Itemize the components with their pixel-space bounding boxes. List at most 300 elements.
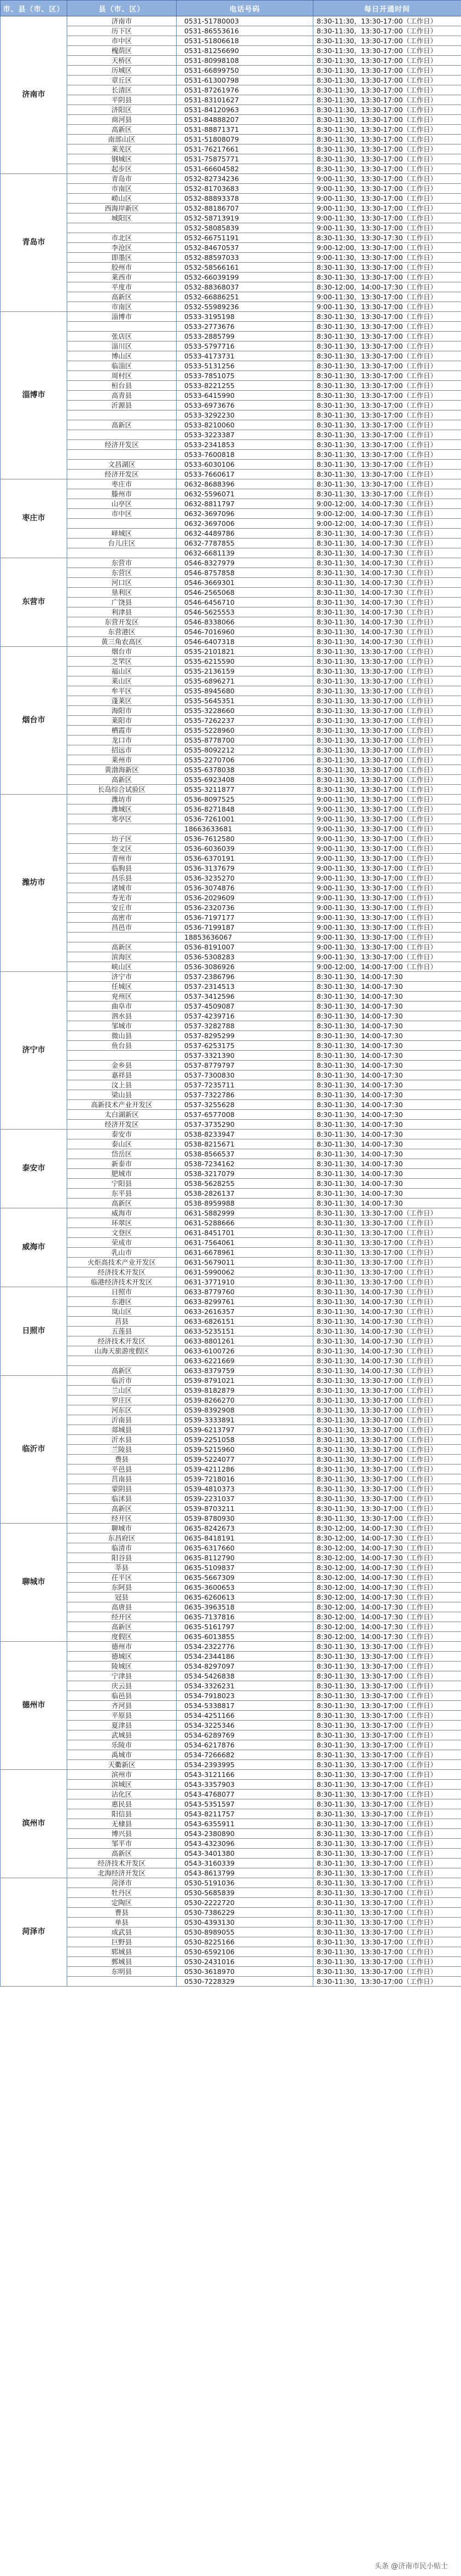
district-cell: 莒县 xyxy=(67,1317,177,1327)
phone-cell: 0535-6896271 xyxy=(177,676,313,686)
district-cell: 平阴县 xyxy=(67,95,177,105)
district-cell: 岚山区 xyxy=(67,1307,177,1317)
hours-cell: 9:00-11:30，13:30-17:00（工作日） xyxy=(313,903,461,913)
district-cell: 蓬莱区 xyxy=(67,696,177,706)
table-row xyxy=(1,1642,461,1652)
district-cell: 河东区 xyxy=(67,1405,177,1415)
phone-cell: 0546-7016960 xyxy=(177,627,313,637)
hours-cell: 9:00-11:30，13:30-17:00（工作日） xyxy=(313,834,461,844)
district-cell: 齐河县 xyxy=(67,1701,177,1711)
table-row xyxy=(1,1346,461,1356)
table-row xyxy=(1,1455,461,1464)
hours-cell: 9:00-11:30，13:30-17:00（工作日） xyxy=(313,804,461,814)
hours-cell: 8:30-11:30，13:30-17:00（工作日） xyxy=(313,1218,461,1228)
phone-cell: 0633-8801261 xyxy=(177,1336,313,1346)
table-row xyxy=(1,1317,461,1327)
phone-cell: 0631-5679011 xyxy=(177,1258,313,1267)
phone-cell: 0539-2251058 xyxy=(177,1435,313,1445)
phone-cell: 0533-7600818 xyxy=(177,450,313,460)
district-cell xyxy=(67,430,177,440)
hours-cell: 8:30-11:30，14:00-17:30（工作日） xyxy=(313,1287,461,1297)
phone-cell: 0635-6013855 xyxy=(177,1632,313,1642)
table-row xyxy=(1,529,461,539)
phone-cell: 0535-3228660 xyxy=(177,706,313,716)
table-row xyxy=(1,933,461,942)
phone-cell: 0536-3137679 xyxy=(177,864,313,873)
hours-cell: 8:30-11:30，13:30-17:00（工作日） xyxy=(313,716,461,726)
phone-cell: 0530-5191036 xyxy=(177,1878,313,1888)
table-row xyxy=(1,332,461,341)
district-cell: 寒亭区 xyxy=(67,814,177,824)
district-cell: 罗庄区 xyxy=(67,1396,177,1405)
district-cell: 沂水县 xyxy=(67,1435,177,1445)
table-row xyxy=(1,1139,461,1149)
district-cell: 经济技术开发区 xyxy=(67,1859,177,1868)
hours-cell: 8:30-11:30，13:30-17:00（工作日） xyxy=(313,1918,461,1927)
district-cell: 安丘市 xyxy=(67,903,177,913)
district-cell: 临港经济技术开发区 xyxy=(67,1277,177,1287)
phone-cell: 0631-5990062 xyxy=(177,1267,313,1277)
district-cell: 长岛综合试验区 xyxy=(67,785,177,795)
city-cell: 威海市 xyxy=(1,1208,67,1287)
phone-cell: 0531-51780003 xyxy=(177,16,313,26)
table-row xyxy=(1,263,461,273)
phone-cell: 0635-8418191 xyxy=(177,1533,313,1543)
district-cell: 烟台市 xyxy=(67,647,177,657)
table-row xyxy=(1,844,461,854)
phone-cell: 0533-8210060 xyxy=(177,420,313,430)
district-cell: 坊子区 xyxy=(67,834,177,844)
hours-cell: 8:30-11:30，13:30-17:00（工作日） xyxy=(313,1790,461,1799)
table-row xyxy=(1,154,461,164)
phone-cell: 0535-2136159 xyxy=(177,667,313,676)
phone-cell: 0631-6678961 xyxy=(177,1248,313,1258)
hours-cell: 8:30-11:30，14:00-17:30（工作日） xyxy=(313,539,461,548)
table-row xyxy=(1,499,461,509)
city-cell: 德州市 xyxy=(1,1642,67,1770)
hours-cell: 8:30-11:30，13:30-17:00（工作日） xyxy=(313,1740,461,1750)
district-cell: 德城区 xyxy=(67,1652,177,1662)
table-row xyxy=(1,282,461,292)
district-cell: 金乡县 xyxy=(67,1061,177,1070)
phone-cell: 0533-5797716 xyxy=(177,341,313,351)
phone-cell: 0539-8703211 xyxy=(177,1504,313,1514)
district-cell xyxy=(67,519,177,529)
table-row xyxy=(1,1760,461,1770)
table-row xyxy=(1,607,461,617)
table-row xyxy=(1,1228,461,1238)
phone-cell: 0539-8266270 xyxy=(177,1396,313,1405)
district-cell: 临淄区 xyxy=(67,361,177,371)
phone-cell: 0633-8299761 xyxy=(177,1297,313,1307)
district-cell: 乳山市 xyxy=(67,1248,177,1258)
phone-cell: 0531-76217661 xyxy=(177,144,313,154)
phone-cell: 0533-3223387 xyxy=(177,430,313,440)
district-cell: 定陶区 xyxy=(67,1898,177,1908)
hours-cell: 8:30-11:30，13:30-17:00（工作日） xyxy=(313,1514,461,1524)
hours-cell: 8:30-11:30，13:30-17:00（工作日） xyxy=(313,775,461,785)
table-row xyxy=(1,1553,461,1563)
table-row xyxy=(1,341,461,351)
district-cell: 经开区 xyxy=(67,1612,177,1622)
table-row xyxy=(1,115,461,125)
district-cell: 经开区 xyxy=(67,1514,177,1524)
district-cell: 枣庄市 xyxy=(67,479,177,489)
hours-cell: 8:30-11:30，13:30-17:00（工作日） xyxy=(313,1809,461,1819)
hours-cell: 8:30-12:00，14:00-17:30（工作日） xyxy=(313,1553,461,1563)
district-cell: 微山县 xyxy=(67,1031,177,1041)
table-row xyxy=(1,923,461,933)
district-cell: 日照市 xyxy=(67,1287,177,1297)
district-cell: 泗水县 xyxy=(67,1011,177,1021)
district-cell: 茌平区 xyxy=(67,1573,177,1583)
table-row xyxy=(1,213,461,223)
hours-cell: 8:30-11:30，14:00-17:30（工作日） xyxy=(313,637,461,647)
phone-cell: 0635-8112790 xyxy=(177,1553,313,1563)
phone-cell: 0631-5882999 xyxy=(177,1208,313,1218)
table-row xyxy=(1,253,461,263)
hours-cell: 8:30-11:30，13:30-17:00（工作日） xyxy=(313,1267,461,1277)
district-cell: 菏泽市 xyxy=(67,1878,177,1888)
hours-cell: 8:30-11:30，13:30-17:00（工作日） xyxy=(313,1445,461,1455)
hours-cell: 8:30-11:30，13:30-17:00（工作日） xyxy=(313,135,461,144)
hours-cell: 8:30-11:30，13:30-17:00（工作日） xyxy=(313,706,461,716)
hours-cell: 9:00-11:30，13:30-17:00（工作日） xyxy=(313,814,461,824)
district-cell: 荣成市 xyxy=(67,1238,177,1248)
phone-cell: 0538-2826137 xyxy=(177,1189,313,1199)
table-row xyxy=(1,1425,461,1435)
table-row xyxy=(1,1474,461,1484)
district-cell: 莱阳市 xyxy=(67,716,177,726)
district-cell: 东阿县 xyxy=(67,1583,177,1593)
phone-cell: 0535-8092212 xyxy=(177,745,313,755)
hours-cell: 9:00-11:30，13:30-17:00（工作日） xyxy=(313,844,461,854)
district-cell: 东平县 xyxy=(67,1189,177,1199)
phone-cell: 0535-8945680 xyxy=(177,686,313,696)
phone-cell: 0543-5351597 xyxy=(177,1799,313,1809)
table-row xyxy=(1,302,461,312)
phone-cell: 0633-6221669 xyxy=(177,1356,313,1366)
phone-cell: 0546-6456710 xyxy=(177,598,313,607)
table-row xyxy=(1,617,461,627)
phone-cell: 0546-5625553 xyxy=(177,607,313,617)
table-row xyxy=(1,1031,461,1041)
phone-cell: 0531-84888207 xyxy=(177,115,313,125)
phone-cell: 0537-4509087 xyxy=(177,1002,313,1011)
phone-cell: 0533-2885799 xyxy=(177,332,313,341)
phone-cell: 0535-5228960 xyxy=(177,726,313,736)
table-row xyxy=(1,824,461,834)
hours-cell: 8:30-11:30，13:30-17:00（工作日） xyxy=(313,470,461,479)
phone-cell: 0532-55989236 xyxy=(177,302,313,312)
phone-cell: 0530-4393130 xyxy=(177,1918,313,1927)
phone-cell: 0531-66604582 xyxy=(177,164,313,174)
header-city: 市、县（市、区） xyxy=(1,1,67,16)
table-row xyxy=(1,1612,461,1622)
hours-cell: 8:30-11:30，13:30-17:00（工作日） xyxy=(313,1376,461,1386)
table-row xyxy=(1,1888,461,1898)
table-row xyxy=(1,864,461,873)
phone-cell: 0537-8779797 xyxy=(177,1061,313,1070)
hours-cell: 8:30-11:30，13:30-17:00（工作日） xyxy=(313,479,461,489)
table-row xyxy=(1,1868,461,1878)
hours-cell: 8:30-11:30，13:30-17:00（工作日） xyxy=(313,667,461,676)
hours-cell: 8:30-11:30，13:30-17:00（工作日） xyxy=(313,745,461,755)
hours-cell: 9:00-11:30，13:30-17:00（工作日） xyxy=(313,213,461,223)
hours-cell: 8:30-11:30，13:30-17:00（工作日） xyxy=(313,1474,461,1484)
table-row xyxy=(1,1809,461,1819)
table-row xyxy=(1,1622,461,1632)
district-cell: 平邑县 xyxy=(67,1464,177,1474)
header-district: 县（市、区） xyxy=(67,1,177,16)
hours-cell: 9:00-11:30，13:30-17:00（工作日） xyxy=(313,223,461,233)
hours-cell: 8:30-12:00，14:00-17:30（工作日） xyxy=(313,1593,461,1602)
table-row xyxy=(1,1652,461,1662)
phone-cell: 0632-6681139 xyxy=(177,548,313,558)
table-row xyxy=(1,1011,461,1021)
district-cell: 博兴县 xyxy=(67,1829,177,1839)
phone-cell: 0533-6415990 xyxy=(177,391,313,401)
district-cell: 东营港区 xyxy=(67,627,177,637)
table-row xyxy=(1,1307,461,1317)
phone-cell: 0530-8225166 xyxy=(177,1937,313,1947)
hours-cell: 8:30-11:30，13:30-17:00（工作日） xyxy=(313,1238,461,1248)
phone-cell: 0631-8451701 xyxy=(177,1228,313,1238)
district-cell: 峄城区 xyxy=(67,529,177,539)
district-cell xyxy=(67,410,177,420)
hours-cell: 9:00-11:30，13:30-17:00（工作日） xyxy=(313,194,461,204)
district-cell: 岱岳区 xyxy=(67,1149,177,1159)
phone-cell: 0632-4489786 xyxy=(177,529,313,539)
hours-cell: 8:30-11:30，13:30-17:00（工作日） xyxy=(313,164,461,174)
district-cell: 商河县 xyxy=(67,115,177,125)
table-row xyxy=(1,785,461,795)
phone-cell: 0534-6289769 xyxy=(177,1730,313,1740)
district-cell: 西海岸新区 xyxy=(67,204,177,213)
hours-cell: 9:00-11:30，13:30-17:00（工作日） xyxy=(313,933,461,942)
hours-cell: 8:30-11:30，13:30-17:00（工作日） xyxy=(313,1455,461,1464)
phone-cell: 0538-8566537 xyxy=(177,1149,313,1159)
district-cell: 济南市 xyxy=(67,16,177,26)
district-cell: 德州市 xyxy=(67,1642,177,1652)
phone-cell: 0532-58085839 xyxy=(177,223,313,233)
table-row xyxy=(1,1041,461,1051)
city-cell: 烟台市 xyxy=(1,647,67,795)
hours-cell: 8:30-11:30，13:30-17:00（工作日） xyxy=(313,26,461,36)
district-cell: 乐陵市 xyxy=(67,1740,177,1750)
table-row xyxy=(1,913,461,923)
district-cell: 莘县 xyxy=(67,1563,177,1573)
table-row xyxy=(1,1632,461,1642)
table-row xyxy=(1,184,461,194)
hours-cell: 8:30-11:30，13:30-17:00（工作日） xyxy=(313,755,461,765)
hours-cell: 9:00-11:30，13:30-17:00（工作日） xyxy=(313,174,461,184)
district-cell: 奎文区 xyxy=(67,844,177,854)
phone-cell: 0633-6826151 xyxy=(177,1317,313,1327)
table-row xyxy=(1,854,461,864)
phone-cell: 0532-88368037 xyxy=(177,282,313,292)
hours-cell: 8:30-11:30，13:30-17:00（工作日） xyxy=(313,1652,461,1662)
table-row xyxy=(1,1711,461,1721)
hours-cell: 9:00-11:30，13:30-17:00（工作日） xyxy=(313,942,461,952)
district-cell: 滕州市 xyxy=(67,489,177,499)
district-cell: 经济开发区 xyxy=(67,440,177,450)
phone-cell: 0537-8295299 xyxy=(177,1031,313,1041)
hours-cell: 8:30-11:30，14:00-17:30 xyxy=(313,1051,461,1061)
district-cell: 兰陵县 xyxy=(67,1445,177,1455)
hours-cell: 8:30-11:30，13:30-17:00（工作日） xyxy=(313,76,461,85)
phone-cell: 0536-3086926 xyxy=(177,962,313,972)
hours-cell: 8:30-11:30，14:00-17:30（工作日） xyxy=(313,548,461,558)
phone-cell: 0534-2344186 xyxy=(177,1652,313,1662)
district-cell: 东昌府区 xyxy=(67,1533,177,1543)
header-hours: 每日开通时间 xyxy=(313,1,461,16)
hours-cell: 8:30-11:30，13:30-17:00（工作日） xyxy=(313,1711,461,1721)
district-cell: 市中区 xyxy=(67,509,177,519)
table-header xyxy=(1,1,461,16)
district-cell: 钢城区 xyxy=(67,154,177,164)
district-cell: 滨城区 xyxy=(67,1780,177,1790)
phone-cell: 0543-4768077 xyxy=(177,1790,313,1799)
phone-cell: 0531-51808079 xyxy=(177,135,313,144)
hours-cell: 8:30-11:30，13:30-17:00（工作日） xyxy=(313,1662,461,1671)
district-cell: 高新区 xyxy=(67,420,177,430)
district-cell: 汶上县 xyxy=(67,1080,177,1090)
phone-cell: 0536-8097525 xyxy=(177,795,313,804)
phone-cell: 0631-7564061 xyxy=(177,1238,313,1248)
phone-cell: 0538-5628255 xyxy=(177,1179,313,1189)
table-row xyxy=(1,804,461,814)
district-cell: 文昌湖区 xyxy=(67,460,177,470)
phone-cell: 0535-8778700 xyxy=(177,736,313,745)
phone-cell: 0635-6317660 xyxy=(177,1543,313,1553)
table-row xyxy=(1,1002,461,1011)
district-cell xyxy=(67,824,177,834)
hours-cell: 8:30-11:30，13:30-17:00（工作日） xyxy=(313,1425,461,1435)
district-cell: 宁阳县 xyxy=(67,1179,177,1189)
district-cell: 聊城市 xyxy=(67,1524,177,1533)
city-cell: 滨州市 xyxy=(1,1770,67,1878)
table-row xyxy=(1,1583,461,1593)
city-cell: 泰安市 xyxy=(1,1130,67,1208)
phone-cell: 0530-7386229 xyxy=(177,1908,313,1918)
table-row xyxy=(1,509,461,519)
table-row xyxy=(1,460,461,470)
table-row xyxy=(1,174,461,184)
table-row xyxy=(1,814,461,824)
hours-cell: 8:30-11:30，14:00-17:30 xyxy=(313,1021,461,1031)
table-row xyxy=(1,1790,461,1799)
table-row xyxy=(1,420,461,430)
district-cell: 天衢新区 xyxy=(67,1760,177,1770)
district-cell: 惠民县 xyxy=(67,1799,177,1809)
hours-cell: 8:30-11:30，13:30-17:00（工作日） xyxy=(313,322,461,332)
phone-cell: 0539-5215960 xyxy=(177,1445,313,1455)
hours-cell: 8:30-11:30，14:00-17:30（工作日） xyxy=(313,1336,461,1346)
district-cell: 临沭县 xyxy=(67,1494,177,1504)
district-cell xyxy=(67,450,177,460)
district-cell: 青州市 xyxy=(67,854,177,864)
table-row xyxy=(1,1218,461,1228)
table-row xyxy=(1,1445,461,1455)
table-row xyxy=(1,775,461,785)
hours-cell: 8:30-11:30，13:30-17:00（工作日） xyxy=(313,1957,461,1967)
phone-cell: 0543-3160339 xyxy=(177,1859,313,1868)
hours-cell: 8:30-11:30，13:30-17:30（工作日） xyxy=(313,233,461,243)
hours-cell: 8:30-11:30，13:30-17:00（工作日） xyxy=(313,16,461,26)
phone-cell: 0538-3217079 xyxy=(177,1169,313,1179)
hours-cell: 8:30-12:00，14:00-17:30（工作日） xyxy=(313,1622,461,1632)
table-row xyxy=(1,1189,461,1199)
phone-cell: 0537-3255628 xyxy=(177,1100,313,1110)
district-cell: 天桥区 xyxy=(67,56,177,66)
district-cell: 莱西市 xyxy=(67,273,177,282)
district-cell: 峡山区 xyxy=(67,962,177,972)
district-cell: 市南区 xyxy=(67,302,177,312)
hours-cell: 8:30-11:30，13:30-17:00（工作日） xyxy=(313,381,461,391)
district-cell: 沂源县 xyxy=(67,401,177,410)
hours-cell: 9:00-11:30，13:30-17:00（工作日） xyxy=(313,253,461,263)
district-cell: 利津县 xyxy=(67,607,177,617)
district-cell: 任城区 xyxy=(67,982,177,992)
district-cell: 邹平市 xyxy=(67,1839,177,1849)
district-cell: 嘉祥县 xyxy=(67,1070,177,1080)
table-row xyxy=(1,36,461,46)
hours-cell: 8:30-11:30，14:00-17:30 xyxy=(313,1120,461,1130)
phone-cell: 0536-8191007 xyxy=(177,942,313,952)
phone-cell: 0531-66899750 xyxy=(177,66,313,76)
phone-cell: 0546-8327979 xyxy=(177,558,313,568)
phone-cell: 0631-3771910 xyxy=(177,1277,313,1287)
hours-cell: 8:30-12:00，14:00-17:30（工作日） xyxy=(313,1602,461,1612)
phone-cell: 0534-5426838 xyxy=(177,1671,313,1681)
table-row xyxy=(1,1799,461,1809)
phone-cell: 0532-58713919 xyxy=(177,213,313,223)
hours-cell: 8:30-11:30，13:30-17:00（工作日） xyxy=(313,1829,461,1839)
phone-cell: 0530-7228329 xyxy=(177,1977,313,1987)
phone-cell: 0543-2380890 xyxy=(177,1829,313,1839)
hours-cell: 9:00-11:30，13:30-17:00（工作日） xyxy=(313,824,461,834)
phone-cell: 0543-3121166 xyxy=(177,1770,313,1780)
table-row xyxy=(1,95,461,105)
hours-cell: 8:30-11:30，14:00-17:30（工作日） xyxy=(313,529,461,539)
hours-cell: 8:30-11:30，13:30-17:00（工作日） xyxy=(313,1691,461,1701)
district-cell: 广饶县 xyxy=(67,598,177,607)
table-row xyxy=(1,598,461,607)
hours-cell: 8:30-11:30，13:30-17:00（工作日） xyxy=(313,105,461,115)
table-row xyxy=(1,351,461,361)
district-cell: 平度市 xyxy=(67,282,177,292)
district-cell: 莱山区 xyxy=(67,676,177,686)
phone-cell: 0543-6355911 xyxy=(177,1819,313,1829)
table-row xyxy=(1,1100,461,1110)
table-row xyxy=(1,76,461,85)
district-cell: 寿光市 xyxy=(67,893,177,903)
hours-cell: 8:30-11:30，13:30-17:00（工作日） xyxy=(313,1947,461,1957)
phone-cell: 0539-8791021 xyxy=(177,1376,313,1386)
hours-cell: 8:30-11:30，14:00-17:30（工作日） xyxy=(313,588,461,598)
phone-cell: 0536-2029609 xyxy=(177,893,313,903)
table-row xyxy=(1,755,461,765)
table-row xyxy=(1,1494,461,1504)
table-row xyxy=(1,1080,461,1090)
hours-cell: 8:30-11:30，14:00-17:30（工作日） xyxy=(313,1346,461,1356)
table-row xyxy=(1,401,461,410)
district-cell xyxy=(67,1356,177,1366)
hours-cell: 8:30-11:30，13:30-17:00（工作日） xyxy=(313,647,461,657)
phone-cell: 0533-2773676 xyxy=(177,322,313,332)
table-row xyxy=(1,1859,461,1868)
